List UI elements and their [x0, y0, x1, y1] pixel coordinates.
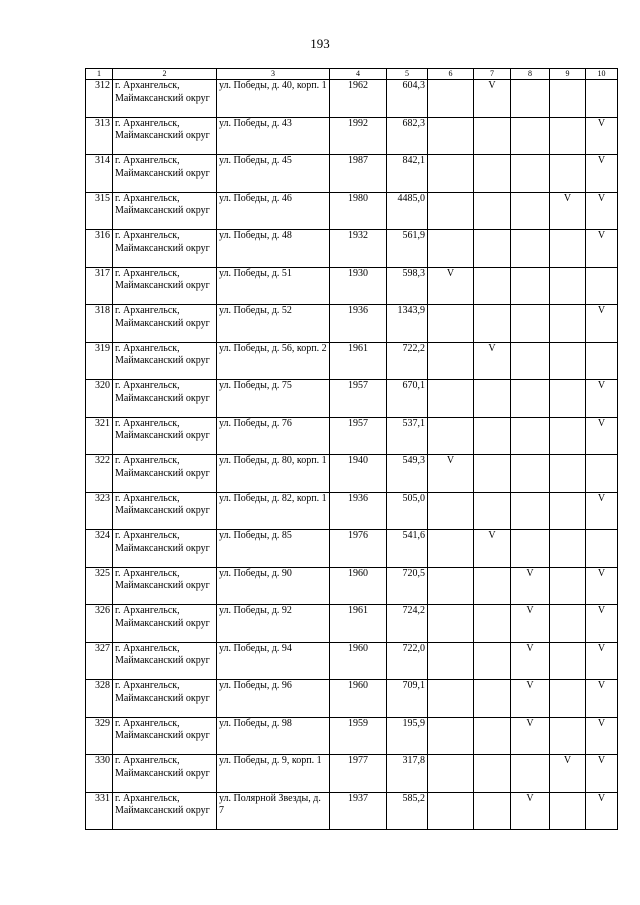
row-number-cell: 315: [86, 192, 113, 230]
address-cell: ул. Победы, д. 56, корп. 2: [217, 342, 330, 380]
mark-col-7-cell: [474, 267, 511, 305]
mark-col-10-cell: V: [586, 230, 618, 268]
settlement-cell: г. Архангельск, Маймаксанский округ: [113, 642, 217, 680]
row-number-cell: 325: [86, 567, 113, 605]
build-year-cell: 1957: [330, 380, 387, 418]
mark-col-8-cell: [511, 455, 550, 493]
mark-col-9-cell: V: [550, 755, 586, 793]
settlement-cell: г. Архангельск, Маймаксанский округ: [113, 530, 217, 568]
mark-col-10-cell: V: [586, 605, 618, 643]
area-cell: 842,1: [387, 155, 428, 193]
build-year-cell: 1936: [330, 492, 387, 530]
address-cell: ул. Победы, д. 92: [217, 605, 330, 643]
mark-col-10-cell: [586, 455, 618, 493]
mark-col-9-cell: [550, 492, 586, 530]
mark-col-8-cell: [511, 305, 550, 343]
address-cell: ул. Победы, д. 45: [217, 155, 330, 193]
row-number-cell: 327: [86, 642, 113, 680]
table-row: [86, 492, 618, 530]
table-row: [86, 342, 618, 380]
column-header-6: 6: [428, 69, 474, 80]
table-row: [86, 192, 618, 230]
settlement-cell: г. Архангельск, Маймаксанский округ: [113, 305, 217, 343]
mark-col-9-cell: V: [550, 192, 586, 230]
mark-col-6-cell: [428, 380, 474, 418]
mark-col-7-cell: [474, 567, 511, 605]
build-year-cell: 1960: [330, 642, 387, 680]
address-cell: ул. Победы, д. 75: [217, 380, 330, 418]
mark-col-6-cell: [428, 80, 474, 118]
mark-col-7-cell: V: [474, 80, 511, 118]
area-cell: 549,3: [387, 455, 428, 493]
address-cell: ул. Победы, д. 96: [217, 680, 330, 718]
address-cell: ул. Полярной Звезды, д. 7: [217, 792, 330, 830]
mark-col-6-cell: [428, 305, 474, 343]
address-cell: ул. Победы, д. 82, корп. 1: [217, 492, 330, 530]
mark-col-9-cell: [550, 530, 586, 568]
build-year-cell: 1930: [330, 267, 387, 305]
table-row: [86, 380, 618, 418]
address-cell: ул. Победы, д. 52: [217, 305, 330, 343]
mark-col-8-cell: V: [511, 567, 550, 605]
build-year-cell: 1937: [330, 792, 387, 830]
mark-col-10-cell: V: [586, 305, 618, 343]
address-cell: ул. Победы, д. 40, корп. 1: [217, 80, 330, 118]
address-cell: ул. Победы, д. 85: [217, 530, 330, 568]
mark-col-8-cell: [511, 80, 550, 118]
build-year-cell: 1992: [330, 117, 387, 155]
settlement-cell: г. Архангельск, Маймаксанский округ: [113, 567, 217, 605]
build-year-cell: 1977: [330, 755, 387, 793]
table-row: [86, 267, 618, 305]
table-row: [86, 305, 618, 343]
mark-col-9-cell: [550, 642, 586, 680]
mark-col-10-cell: V: [586, 417, 618, 455]
area-cell: 585,2: [387, 792, 428, 830]
row-number-cell: 329: [86, 717, 113, 755]
row-number-cell: 317: [86, 267, 113, 305]
mark-col-8-cell: [511, 417, 550, 455]
housing-register-table: [85, 68, 618, 830]
column-header-3: 3: [217, 69, 330, 80]
mark-col-8-cell: [511, 492, 550, 530]
mark-col-9-cell: [550, 455, 586, 493]
mark-col-7-cell: [474, 755, 511, 793]
mark-col-8-cell: V: [511, 642, 550, 680]
row-number-cell: 326: [86, 605, 113, 643]
mark-col-6-cell: [428, 680, 474, 718]
settlement-cell: г. Архангельск, Маймаксанский округ: [113, 717, 217, 755]
mark-col-9-cell: [550, 267, 586, 305]
mark-col-10-cell: V: [586, 792, 618, 830]
mark-col-7-cell: [474, 117, 511, 155]
build-year-cell: 1987: [330, 155, 387, 193]
mark-col-8-cell: [511, 380, 550, 418]
area-cell: 317,8: [387, 755, 428, 793]
settlement-cell: г. Архангельск, Маймаксанский округ: [113, 380, 217, 418]
column-header-10: 10: [586, 69, 618, 80]
settlement-cell: г. Архангельск, Маймаксанский округ: [113, 267, 217, 305]
settlement-cell: г. Архангельск, Маймаксанский округ: [113, 192, 217, 230]
mark-col-6-cell: [428, 530, 474, 568]
mark-col-10-cell: V: [586, 155, 618, 193]
mark-col-8-cell: [511, 755, 550, 793]
address-cell: ул. Победы, д. 9, корп. 1: [217, 755, 330, 793]
mark-col-10-cell: V: [586, 680, 618, 718]
row-number-cell: 318: [86, 305, 113, 343]
mark-col-7-cell: [474, 642, 511, 680]
table-row: [86, 755, 618, 793]
table-row: [86, 605, 618, 643]
table-row: [86, 567, 618, 605]
mark-col-9-cell: [550, 605, 586, 643]
area-cell: 682,3: [387, 117, 428, 155]
mark-col-10-cell: [586, 80, 618, 118]
table-row: [86, 642, 618, 680]
column-header-1: 1: [86, 69, 113, 80]
area-cell: 561,9: [387, 230, 428, 268]
table-row: [86, 80, 618, 118]
mark-col-8-cell: [511, 192, 550, 230]
mark-col-6-cell: V: [428, 455, 474, 493]
mark-col-10-cell: [586, 342, 618, 380]
table-row: [86, 117, 618, 155]
address-cell: ул. Победы, д. 51: [217, 267, 330, 305]
build-year-cell: 1976: [330, 530, 387, 568]
area-cell: 4485,0: [387, 192, 428, 230]
mark-col-9-cell: [550, 305, 586, 343]
row-number-cell: 324: [86, 530, 113, 568]
mark-col-9-cell: [550, 680, 586, 718]
column-header-2: 2: [113, 69, 217, 80]
table-row: [86, 530, 618, 568]
row-number-cell: 323: [86, 492, 113, 530]
address-cell: ул. Победы, д. 94: [217, 642, 330, 680]
table-row: [86, 455, 618, 493]
area-cell: 722,0: [387, 642, 428, 680]
mark-col-6-cell: [428, 342, 474, 380]
mark-col-9-cell: [550, 80, 586, 118]
mark-col-6-cell: [428, 492, 474, 530]
area-cell: 1343,9: [387, 305, 428, 343]
address-cell: ул. Победы, д. 80, корп. 1: [217, 455, 330, 493]
mark-col-7-cell: [474, 417, 511, 455]
settlement-cell: г. Архангельск, Маймаксанский округ: [113, 155, 217, 193]
mark-col-10-cell: V: [586, 117, 618, 155]
column-header-8: 8: [511, 69, 550, 80]
area-cell: 541,6: [387, 530, 428, 568]
mark-col-9-cell: [550, 155, 586, 193]
build-year-cell: 1959: [330, 717, 387, 755]
settlement-cell: г. Архангельск, Маймаксанский округ: [113, 455, 217, 493]
row-number-cell: 330: [86, 755, 113, 793]
mark-col-7-cell: V: [474, 342, 511, 380]
column-number-row: [86, 69, 618, 80]
build-year-cell: 1980: [330, 192, 387, 230]
mark-col-7-cell: [474, 605, 511, 643]
mark-col-7-cell: [474, 717, 511, 755]
settlement-cell: г. Архангельск, Маймаксанский округ: [113, 80, 217, 118]
mark-col-6-cell: [428, 642, 474, 680]
area-cell: 724,2: [387, 605, 428, 643]
build-year-cell: 1932: [330, 230, 387, 268]
mark-col-9-cell: [550, 792, 586, 830]
mark-col-6-cell: [428, 605, 474, 643]
mark-col-9-cell: [550, 230, 586, 268]
row-number-cell: 320: [86, 380, 113, 418]
mark-col-10-cell: V: [586, 642, 618, 680]
mark-col-9-cell: [550, 342, 586, 380]
row-number-cell: 314: [86, 155, 113, 193]
mark-col-8-cell: [511, 117, 550, 155]
mark-col-10-cell: [586, 530, 618, 568]
row-number-cell: 319: [86, 342, 113, 380]
mark-col-6-cell: [428, 155, 474, 193]
mark-col-9-cell: [550, 567, 586, 605]
mark-col-6-cell: [428, 117, 474, 155]
mark-col-9-cell: [550, 717, 586, 755]
address-cell: ул. Победы, д. 76: [217, 417, 330, 455]
table-row: [86, 792, 618, 830]
mark-col-10-cell: V: [586, 755, 618, 793]
build-year-cell: 1962: [330, 80, 387, 118]
address-cell: ул. Победы, д. 90: [217, 567, 330, 605]
mark-col-8-cell: V: [511, 792, 550, 830]
mark-col-7-cell: [474, 792, 511, 830]
row-number-cell: 316: [86, 230, 113, 268]
column-header-4: 4: [330, 69, 387, 80]
table-row: [86, 417, 618, 455]
settlement-cell: г. Архангельск, Маймаксанский округ: [113, 755, 217, 793]
area-cell: 598,3: [387, 267, 428, 305]
mark-col-6-cell: [428, 755, 474, 793]
mark-col-6-cell: V: [428, 267, 474, 305]
mark-col-7-cell: [474, 305, 511, 343]
page-number: 193: [310, 36, 330, 51]
mark-col-10-cell: V: [586, 717, 618, 755]
area-cell: 604,3: [387, 80, 428, 118]
address-cell: ул. Победы, д. 46: [217, 192, 330, 230]
mark-col-10-cell: V: [586, 380, 618, 418]
mark-col-7-cell: [474, 380, 511, 418]
area-cell: 505,0: [387, 492, 428, 530]
settlement-cell: г. Архангельск, Маймаксанский округ: [113, 792, 217, 830]
area-cell: 195,9: [387, 717, 428, 755]
settlement-cell: г. Архангельск, Маймаксанский округ: [113, 605, 217, 643]
row-number-cell: 322: [86, 455, 113, 493]
mark-col-9-cell: [550, 417, 586, 455]
build-year-cell: 1940: [330, 455, 387, 493]
mark-col-8-cell: [511, 155, 550, 193]
row-number-cell: 313: [86, 117, 113, 155]
column-header-9: 9: [550, 69, 586, 80]
address-cell: ул. Победы, д. 98: [217, 717, 330, 755]
area-cell: 670,1: [387, 380, 428, 418]
settlement-cell: г. Архангельск, Маймаксанский округ: [113, 680, 217, 718]
mark-col-8-cell: V: [511, 680, 550, 718]
mark-col-10-cell: [586, 267, 618, 305]
mark-col-7-cell: [474, 492, 511, 530]
build-year-cell: 1960: [330, 567, 387, 605]
table-row: [86, 680, 618, 718]
column-header-5: 5: [387, 69, 428, 80]
mark-col-7-cell: [474, 455, 511, 493]
mark-col-7-cell: [474, 155, 511, 193]
mark-col-8-cell: V: [511, 717, 550, 755]
mark-col-8-cell: [511, 267, 550, 305]
mark-col-7-cell: [474, 192, 511, 230]
mark-col-6-cell: [428, 230, 474, 268]
row-number-cell: 321: [86, 417, 113, 455]
mark-col-9-cell: [550, 117, 586, 155]
area-cell: 537,1: [387, 417, 428, 455]
row-number-cell: 331: [86, 792, 113, 830]
mark-col-8-cell: V: [511, 605, 550, 643]
table-row: [86, 717, 618, 755]
area-cell: 709,1: [387, 680, 428, 718]
settlement-cell: г. Архангельск, Маймаксанский округ: [113, 342, 217, 380]
column-header-7: 7: [474, 69, 511, 80]
mark-col-8-cell: [511, 230, 550, 268]
table-row: [86, 230, 618, 268]
build-year-cell: 1957: [330, 417, 387, 455]
build-year-cell: 1961: [330, 605, 387, 643]
area-cell: 722,2: [387, 342, 428, 380]
row-number-cell: 312: [86, 80, 113, 118]
mark-col-6-cell: [428, 717, 474, 755]
mark-col-6-cell: [428, 192, 474, 230]
address-cell: ул. Победы, д. 48: [217, 230, 330, 268]
mark-col-6-cell: [428, 792, 474, 830]
mark-col-10-cell: V: [586, 492, 618, 530]
build-year-cell: 1961: [330, 342, 387, 380]
settlement-cell: г. Архангельск, Маймаксанский округ: [113, 492, 217, 530]
settlement-cell: г. Архангельск, Маймаксанский округ: [113, 230, 217, 268]
row-number-cell: 328: [86, 680, 113, 718]
mark-col-9-cell: [550, 380, 586, 418]
mark-col-7-cell: [474, 230, 511, 268]
table-row: [86, 155, 618, 193]
mark-col-7-cell: [474, 680, 511, 718]
settlement-cell: г. Архангельск, Маймаксанский округ: [113, 417, 217, 455]
mark-col-7-cell: V: [474, 530, 511, 568]
mark-col-6-cell: [428, 567, 474, 605]
build-year-cell: 1960: [330, 680, 387, 718]
build-year-cell: 1936: [330, 305, 387, 343]
settlement-cell: г. Архангельск, Маймаксанский округ: [113, 117, 217, 155]
mark-col-8-cell: [511, 530, 550, 568]
address-cell: ул. Победы, д. 43: [217, 117, 330, 155]
area-cell: 720,5: [387, 567, 428, 605]
mark-col-6-cell: [428, 417, 474, 455]
mark-col-10-cell: V: [586, 567, 618, 605]
mark-col-8-cell: [511, 342, 550, 380]
mark-col-10-cell: V: [586, 192, 618, 230]
